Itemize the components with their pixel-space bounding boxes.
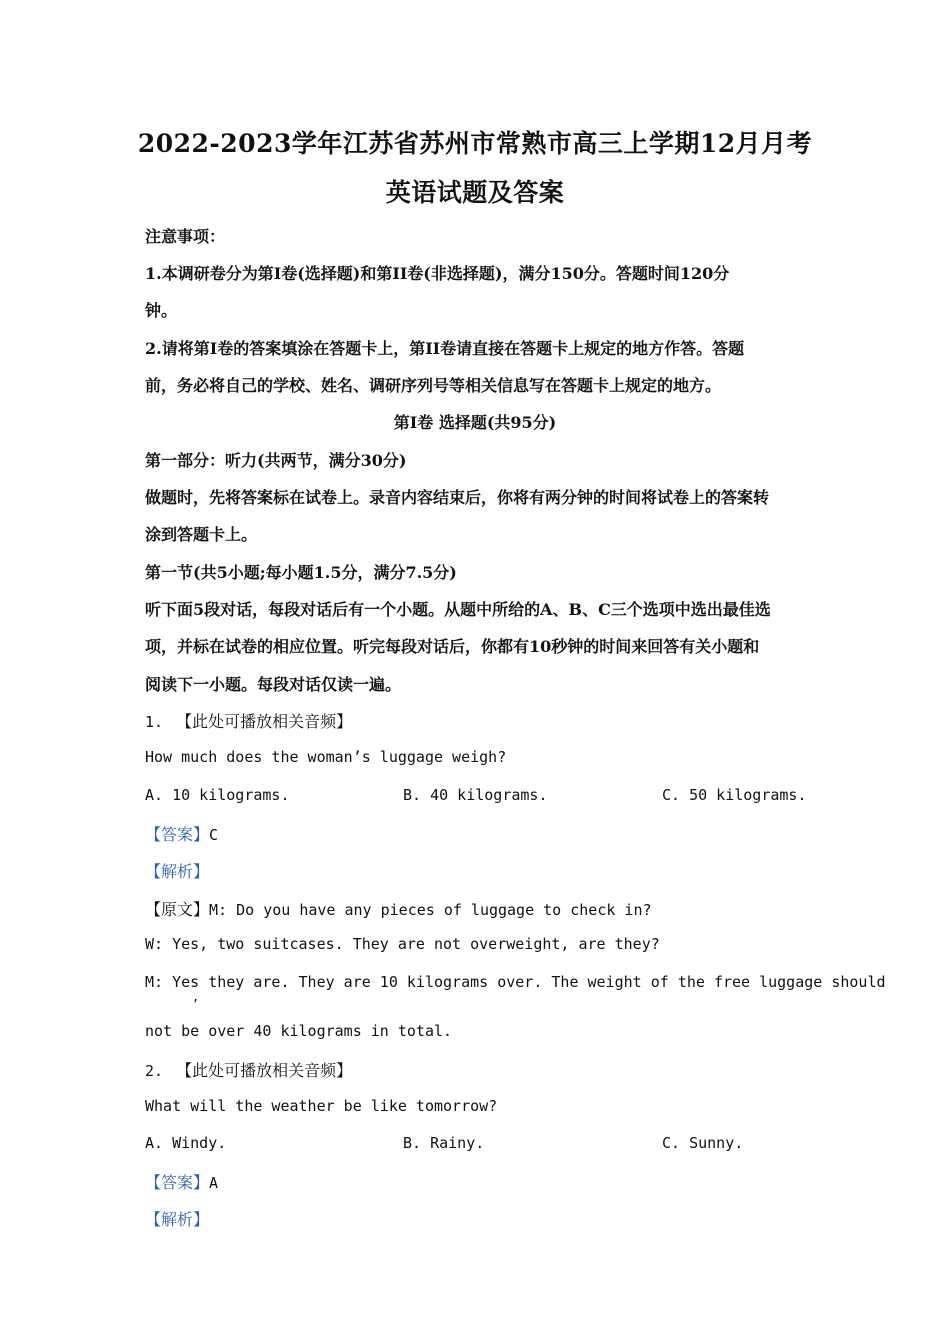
document-title-line2: 英语试题及答案 [385,178,565,207]
notes-item1-line2: 钟。 [145,301,178,320]
subsection1-instruction-line2: 项，并标在试卷的相应位置。听完每段对话后，你都有10秒钟的时间来回答有关小题和 [145,637,760,656]
notes-item1-line1: 1.本调研卷分为第Ⅰ卷(选择题)和第II卷(非选择题)，满分150分。答题时间120分 [145,264,730,283]
question-1-option-a: A. 10 kilograms. [145,786,290,804]
question-2-option-c: C. Sunny. [662,1134,744,1152]
question-number: 1. [145,713,164,731]
answer-label: 【答案】 [145,1173,210,1192]
question-1-option-c: C. 50 kilograms. [662,786,807,804]
question-1-transcript-line3: M: Yes they are. They are 10 kilograms over. The weight of the free luggage should [145,973,886,991]
question-1-transcript-line4: not be over 40 kilograms in total. [145,1022,453,1040]
question-2-header [145,1058,352,1081]
subsection1-instruction-line1: 听下面5段对话，每段对话后有一个小题。从题中所给的A、B、C三个选项中选出最佳选 [145,600,771,619]
question-1-header [145,709,352,732]
part1-heading: 第一部分：听力(共两节，满分30分) [145,451,407,470]
question-2-analysis-label: 【解析】 [145,1210,210,1229]
section-title: 第Ⅰ卷 选择题(共95分) [393,413,557,432]
answer-value: C [209,826,219,844]
subsection1-heading: 第一节(共5小题;每小题1.5分，满分7.5分) [145,563,457,582]
question-2-answer [145,1170,218,1193]
part1-instruction-line2: 涂到答题卡上。 [145,525,258,544]
question-1-transcript-line2: W: Yes, two suitcases. They are not overweight, are they? [145,935,660,953]
question-2-option-a: A. Windy. [145,1134,227,1152]
question-2-option-b: B. Rainy. [403,1134,485,1152]
transcript-text: M: Do you have any pieces of luggage to check in? [209,901,652,919]
notes-item2-line1: 2.请将第Ⅰ卷的答案填涂在答题卡上，第II卷请直接在答题卡上规定的地方作答。答题 [145,339,745,358]
answer-value: A [209,1174,219,1192]
question-1-answer [145,822,218,845]
transcript-label: 【原文】 [145,900,210,919]
answer-label: 【答案】 [145,825,210,844]
question-1-text: How much does the woman’s luggage weigh? [145,748,507,766]
document-title-line1: 2022-2023学年江苏省苏州市常熟市高三上学期12月月考 [137,129,813,158]
audio-placeholder: 【此处可播放相关音频】 [176,1061,353,1080]
notes-heading: 注意事项： [145,227,226,246]
question-1-option-b: B. 40 kilograms. [403,786,548,804]
question-1-analysis-label: 【解析】 [145,862,210,881]
subsection1-instruction-line3: 阅读下一小题。每段对话仅读一遍。 [145,675,402,694]
question-1-transcript-line1 [145,897,652,920]
stray-comma: , [192,990,200,1004]
part1-instruction-line1: 做题时，先将答案标在试卷上。录音内容结束后，你将有两分钟的时间将试卷上的答案转 [145,488,770,507]
question-number: 2. [145,1062,164,1080]
notes-item2-line2: 前，务必将自己的学校、姓名、调研序列号等相关信息写在答题卡上规定的地方。 [145,376,722,395]
audio-placeholder: 【此处可播放相关音频】 [176,712,353,731]
question-2-text: What will the weather be like tomorrow? [145,1097,498,1115]
